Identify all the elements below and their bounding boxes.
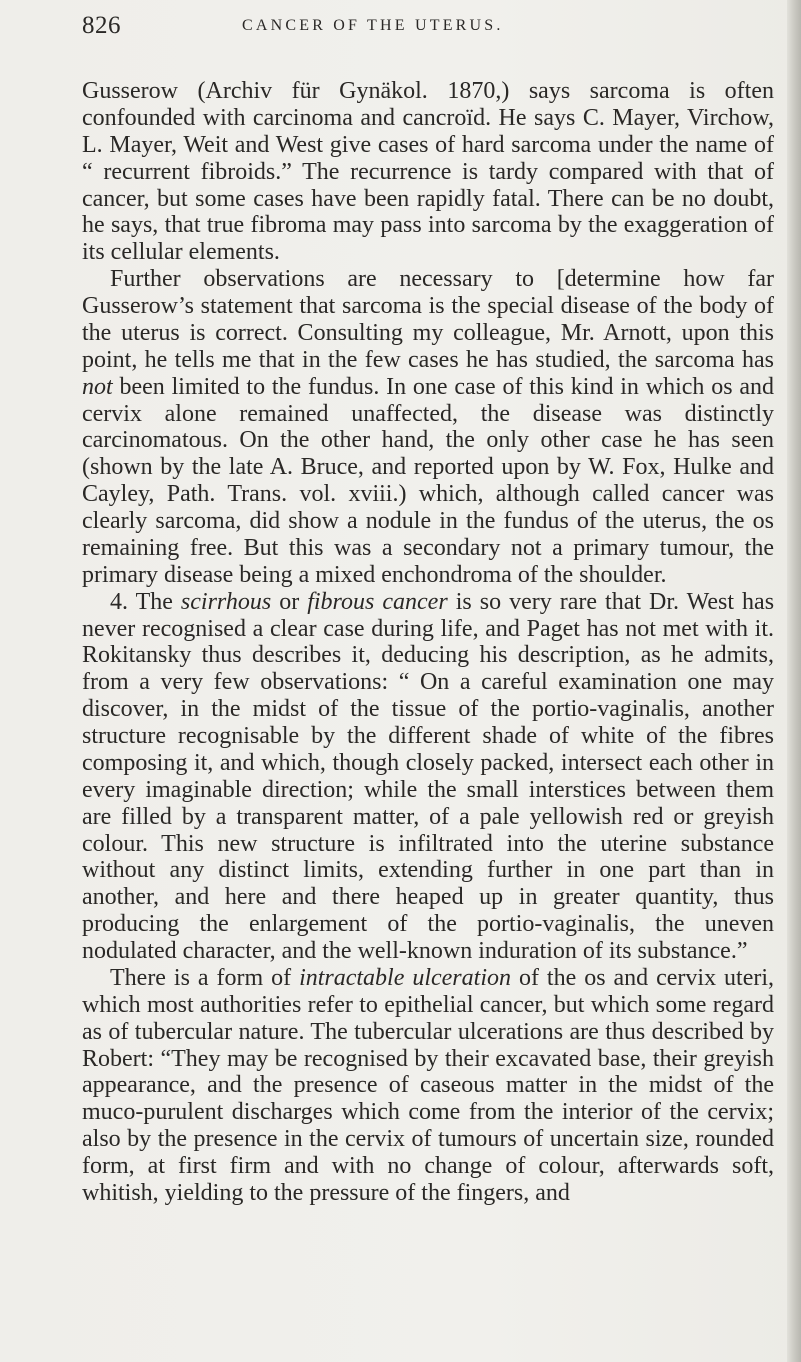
text-segment: 4. The <box>110 588 181 615</box>
running-title: CANCER OF THE UTERUS. <box>242 17 504 34</box>
text-segment: is so very rare that Dr. West has never recognised a clear case during life, and Paget has not met with it. Rokitansky thus describes it, deducing his description, as he admits, from a very few observations: “ On a careful examination one may discover, in the midst of the tissue of the portio-vaginalis, another structure recognisable by the different shade of white of the fibres composing it, and which, though closely packed, intersect each other in every imaginable direction; while the small interstices between them are filled by a transparent matter, of a pale yellowish red or greyish colour. This new structure is infiltrated into the uterine substance without any distinct limits, extending further in one part than in another, and here and there heaped up in greater quantity, thus producing the enlargement of the portio-vaginalis, the uneven nodulated character, and the well-known induration of its substance.” <box>82 588 775 964</box>
italic-segment: not <box>82 373 113 400</box>
text-segment: There is a form of <box>110 964 300 991</box>
paragraph-3 <box>82 589 774 965</box>
italic-segment: intractable ulceration <box>299 964 511 991</box>
text-segment: Further observations are necessary to [determine how far Gusserow’s statement that sarcoma is the special disease of the body of the uterus is correct. Consulting my colleague, Mr. Arnott, upon this point, he tells me that in the few cases he has studied, the sarcoma has <box>82 266 774 373</box>
italic-segment: scirrhous <box>180 588 272 615</box>
body-text <box>82 78 774 1207</box>
paragraph-2 <box>82 266 774 589</box>
text-segment: been limited to the fundus. In one case of this kind in which os and cervix alone remained unaffected, the disease was distinctly carcinomatous. On the other hand, the only other case he has seen (shown by the late A. Bruce, and reported upon by W. Fox, Hulke and Cayley, Path. Trans. vol. xviii.) which, although called cancer was clearly sarcoma, did show a nodule in the fundus of the uterus, the os remaining free. But this was a secondary not a primary tumour, the primary disease being a mixed enchondroma of the shoulder. <box>82 373 774 588</box>
text-segment: Gusserow (Archiv für Gynäkol. 1870,) says sarcoma is often confounded with carcinoma and cancroïd. He says C. Mayer, Virchow, L. Mayer, Weit and West give cases of hard sarcoma under the name of “ recurrent fibroids.” The recurrence is tardy compared with that of cancer, but some cases have been rapidly fatal. There can be no doubt, he says, that true fibroma may pass into sarcoma by the exaggeration of its cellular elements. <box>82 78 774 266</box>
page-edge <box>787 0 801 1362</box>
text-segment: or <box>279 588 308 615</box>
italic-segment: fibrous cancer <box>307 588 448 615</box>
paragraph-4 <box>82 965 774 1207</box>
text-segment: of the os and cervix uteri, which most authorities refer to epithelial cancer, but which some regard as of tubercular nature. The tubercular ulcerations are thus described by Robert: “They may be recognised by their excavated base, their greyish appearance, and the presence of caseous matter in the midst of the muco-purulent discharges which come from the interior of the cervix; also by the presence in the cervix of tumours of uncertain size, rounded form, at first firm and with no change of colour, afterwards soft, whitish, yielding to the pressure of the fingers, and <box>82 964 775 1206</box>
page-number: 826 <box>82 12 121 39</box>
paragraph-1 <box>82 78 774 266</box>
running-head <box>82 12 762 42</box>
